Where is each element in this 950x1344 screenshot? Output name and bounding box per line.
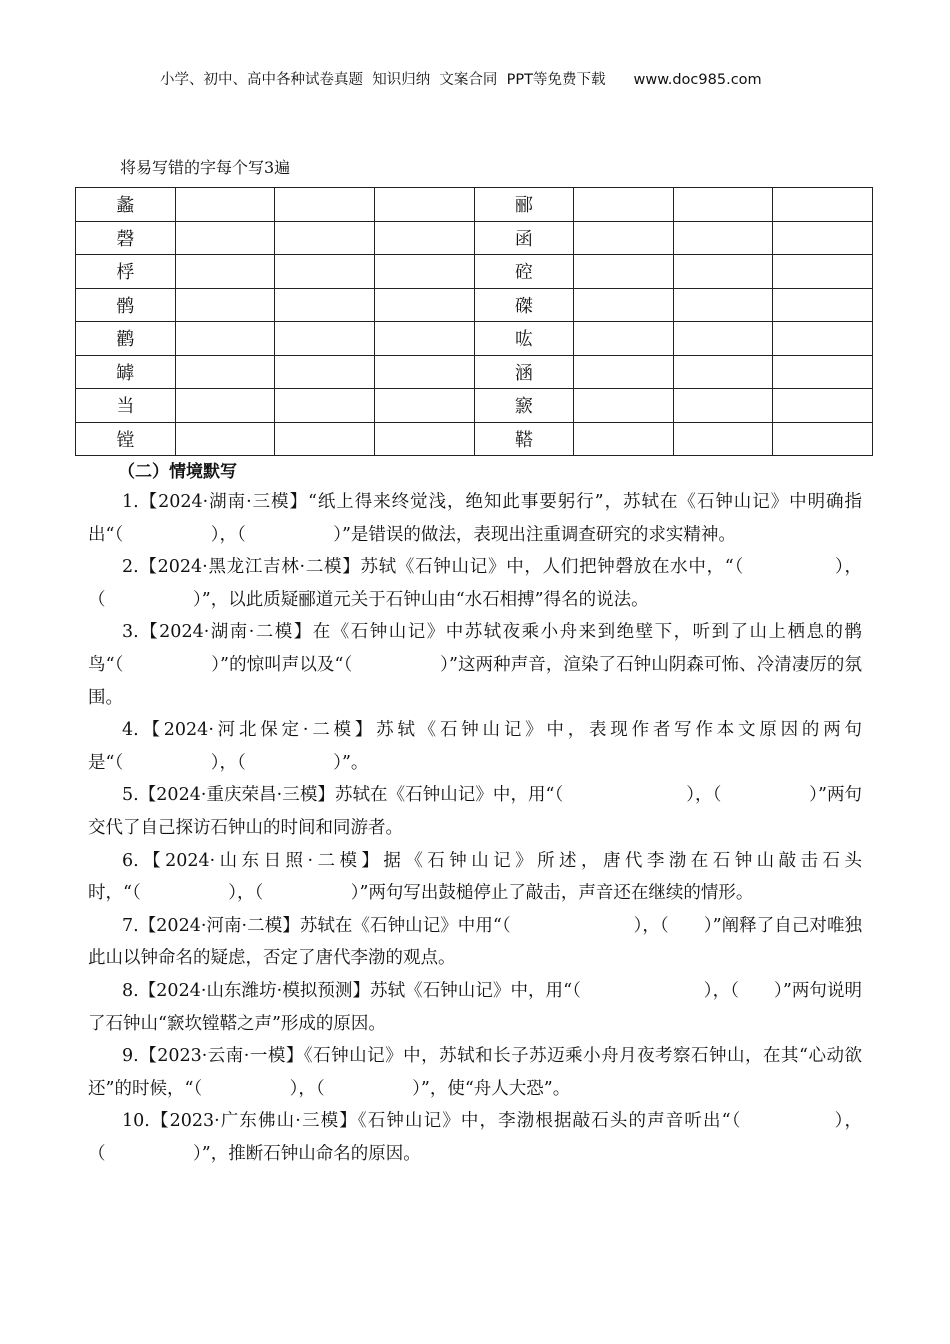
character-cell: 窾 [474, 389, 574, 423]
writing-cell[interactable] [275, 322, 375, 356]
character-cell: 郦 [474, 188, 574, 222]
character-cell: 吰 [474, 322, 574, 356]
writing-cell[interactable] [275, 188, 375, 222]
table-row [76, 355, 873, 389]
writing-cell[interactable] [374, 255, 474, 289]
writing-cell[interactable] [673, 221, 773, 255]
question-item: 3.【2024·湖南·二模】在《石钟山记》中苏轼夜乘小舟来到绝壁下，听到了山上栖息的鹘鸟“（ ）”的惊叫声以及“（ ）”这两种声音，渲染了石钟山阴森可怖、冷清凄厉的氛围。 [88, 622, 862, 708]
writing-cell[interactable] [773, 288, 873, 322]
table-instruction: 将易写错的字每个写3遍 [120, 158, 291, 177]
character-cell: 函 [474, 221, 574, 255]
character-cell: 硿 [474, 255, 574, 289]
question-item: 9.【2023·云南·一模】《石钟山记》中，苏轼和长子苏迈乘小舟月夜考察石钟山，在其“心动欲还”的时候，“（ ），（ ）”，使“舟人大恐”。 [88, 1046, 862, 1099]
question-list [88, 486, 862, 1170]
character-cell: 桴 [76, 255, 176, 289]
character-cell: 磬 [76, 221, 176, 255]
writing-cell[interactable] [175, 422, 275, 456]
writing-cell[interactable] [574, 355, 674, 389]
question-item: 4.【2024·河北保定·二模】苏轼《石钟山记》中，表现作者写作本文原因的两句是“（ ），（ ）”。 [88, 720, 862, 773]
writing-cell[interactable] [773, 221, 873, 255]
writing-cell[interactable] [673, 355, 773, 389]
question-item: 8.【2024·山东潍坊·模拟预测】苏轼《石钟山记》中，用“（ ），（ ）”两句说明了石钟山“窾坎镗鞳之声”形成的原因。 [88, 980, 862, 1034]
question-item: 2.【2024·黑龙江吉林·二模】苏轼《石钟山记》中，人们把钟磬放在水中，“（ ），（ ）”，以此质疑郦道元关于石钟山由“水石相搏”得名的说法。 [88, 557, 862, 610]
character-cell: 涵 [474, 355, 574, 389]
character-cell: 当 [76, 389, 176, 423]
writing-cell[interactable] [374, 389, 474, 423]
writing-cell[interactable] [175, 188, 275, 222]
question-item: 10.【2023·广东佛山·三模】《石钟山记》中，李渤根据敲石头的声音听出“（ ），（ ）”，推断石钟山命名的原因。 [88, 1111, 862, 1164]
writing-cell[interactable] [374, 322, 474, 356]
character-cell: 鹘 [76, 288, 176, 322]
writing-cell[interactable] [275, 422, 375, 456]
writing-cell[interactable] [673, 389, 773, 423]
table-row [76, 188, 873, 222]
writing-cell[interactable] [574, 288, 674, 322]
writing-cell[interactable] [374, 355, 474, 389]
writing-cell[interactable] [673, 322, 773, 356]
character-cell: 鹳 [76, 322, 176, 356]
character-cell: 罅 [76, 355, 176, 389]
table-row [76, 288, 873, 322]
writing-cell[interactable] [673, 422, 773, 456]
writing-cell[interactable] [773, 322, 873, 356]
practice-table [75, 187, 873, 456]
writing-cell[interactable] [374, 422, 474, 456]
writing-cell[interactable] [673, 188, 773, 222]
writing-cell[interactable] [175, 288, 275, 322]
writing-cell[interactable] [673, 288, 773, 322]
writing-cell[interactable] [773, 255, 873, 289]
writing-cell[interactable] [574, 188, 674, 222]
writing-cell[interactable] [773, 389, 873, 423]
page-header [160, 68, 762, 89]
header-text: 小学、初中、高中各种试卷真题 知识归纳 文案合同 PPT等免费下载 [160, 72, 606, 88]
writing-cell[interactable] [275, 389, 375, 423]
character-cell: 镗 [76, 422, 176, 456]
table-row [76, 422, 873, 456]
question-item: 7.【2024·河南·二模】苏轼在《石钟山记》中用“（ ），（ ）”阐释了自己对唯独此山以钟命名的疑虑，否定了唐代李渤的观点。 [88, 915, 862, 969]
writing-cell[interactable] [773, 355, 873, 389]
writing-cell[interactable] [175, 221, 275, 255]
table-row [76, 221, 873, 255]
writing-cell[interactable] [175, 255, 275, 289]
table-row [76, 389, 873, 423]
writing-cell[interactable] [574, 422, 674, 456]
writing-cell[interactable] [374, 288, 474, 322]
section-title: （二）情境默写 [118, 462, 237, 482]
writing-cell[interactable] [773, 422, 873, 456]
writing-cell[interactable] [275, 221, 375, 255]
writing-cell[interactable] [175, 355, 275, 389]
writing-cell[interactable] [773, 188, 873, 222]
table-row [76, 322, 873, 356]
writing-cell[interactable] [275, 255, 375, 289]
writing-cell[interactable] [374, 188, 474, 222]
table-row [76, 255, 873, 289]
writing-cell[interactable] [574, 322, 674, 356]
writing-cell[interactable] [175, 322, 275, 356]
writing-cell[interactable] [374, 221, 474, 255]
character-cell: 磔 [474, 288, 574, 322]
writing-cell[interactable] [275, 288, 375, 322]
header-url: www.doc985.com [633, 72, 762, 88]
writing-cell[interactable] [175, 389, 275, 423]
question-item: 1.【2024·湖南·三模】“纸上得来终觉浅，绝知此事要躬行”，苏轼在《石钟山记》中明确指出“（ ），（ ）”是错误的做法，表现出注重调查研究的求实精神。 [88, 492, 862, 545]
writing-cell[interactable] [574, 221, 674, 255]
character-cell: 蠡 [76, 188, 176, 222]
writing-cell[interactable] [673, 255, 773, 289]
character-cell: 鞳 [474, 422, 574, 456]
writing-cell[interactable] [275, 355, 375, 389]
writing-cell[interactable] [574, 255, 674, 289]
question-item: 5.【2024·重庆荣昌·三模】苏轼在《石钟山记》中，用“（ ），（ ）”两句交代了自己探访石钟山的时间和同游者。 [88, 785, 862, 838]
question-item: 6.【2024·山东日照·二模】据《石钟山记》所述，唐代李渤在石钟山敲击石头时，“（ ），（ ）”两句写出鼓槌停止了敲击，声音还在继续的情形。 [88, 850, 862, 904]
writing-cell[interactable] [574, 389, 674, 423]
